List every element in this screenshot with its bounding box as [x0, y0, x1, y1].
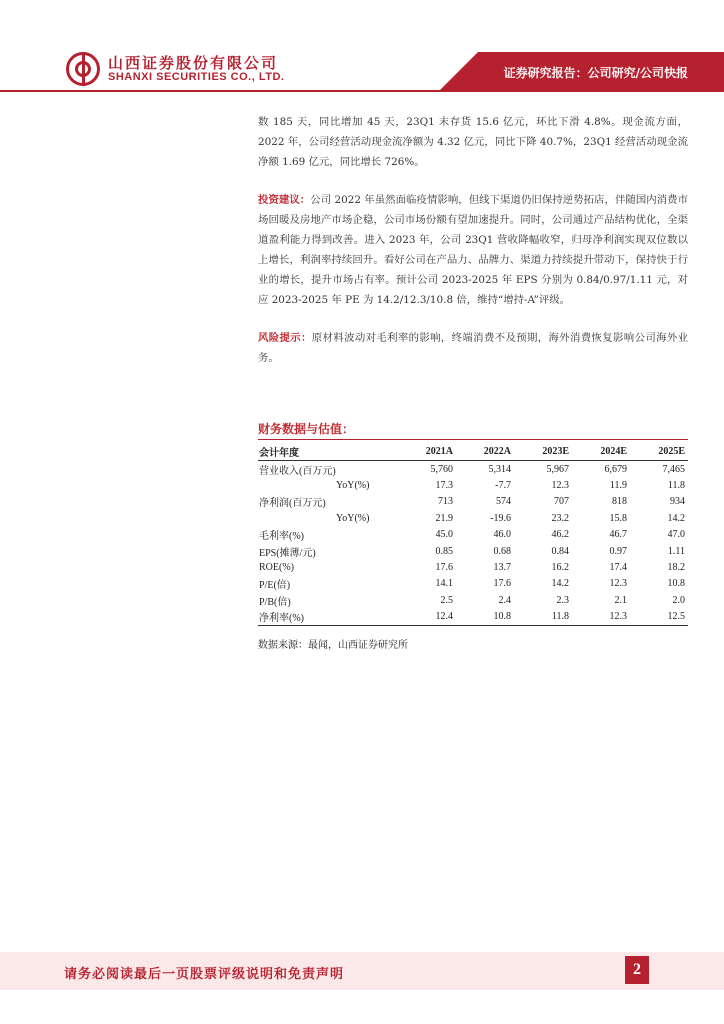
table-header-cell: 2024E: [572, 442, 630, 461]
company-logo-icon: [66, 52, 100, 86]
table-cell: 45.0: [435, 529, 453, 541]
table-header-cell: 2022A: [456, 442, 514, 461]
table-cell: 0.85: [435, 545, 453, 557]
table-row: [258, 510, 688, 526]
table-cell: 2.5: [440, 594, 453, 606]
table-cell: 21.9: [435, 512, 453, 524]
table-cell: 14.2: [667, 512, 685, 524]
header-divider: [0, 90, 724, 92]
table-cell: 17.3: [435, 480, 453, 492]
table-cell: 574: [496, 496, 511, 508]
risk-paragraph: [258, 328, 688, 368]
table-cell: 12.5: [630, 609, 688, 626]
table-row: [258, 609, 688, 626]
table-cell: 17.6: [493, 578, 511, 590]
table-cell: 713: [438, 496, 453, 508]
table-row: [258, 559, 688, 575]
table-cell: 14.2: [551, 578, 569, 590]
table-cell: 47.0: [667, 529, 685, 541]
table-cell: 6,679: [604, 463, 627, 475]
table-cell: 12.3: [609, 578, 627, 590]
table-cell: 11.8: [514, 609, 572, 626]
table-cell: 707: [554, 496, 569, 508]
investment-advice-text: 公司 2022 年虽然面临疫情影响，但线下渠道仍旧保持逆势拓店，伴随国内消费市场回暖及房地产市场企稳，公司市场份额有望加速提升。同时，公司通过产品结构优化，全渠道盈利能力得到改善。进入 2023 年，公司 23Q1 营收降幅收窄，归母净利润实现双位数以上增长，利润率持续回升。看好公司在产品力、品牌力、渠道力持续提升带动下，保持快于行业的增长，提升市场占有率。预计公司 2023-2025 年 EPS 分别为 0.84/0.97/1.11 元，对应 2023-2025 年 PE 为 14.2/12.3/10.8 倍，维持“增持-A”评级。: [258, 194, 689, 306]
table-cell: 934: [670, 496, 685, 508]
table-cell: 46.0: [493, 529, 511, 541]
table-cell: EPS(摊薄/元): [259, 547, 316, 559]
financial-table-title: 财务数据与估值：: [258, 422, 355, 436]
table-cell: 1.11: [667, 545, 685, 557]
table-cell: 5,967: [546, 463, 569, 475]
table-cell: P/B(倍): [259, 596, 291, 608]
table-cell: YoY(%): [336, 512, 370, 524]
page-header: [0, 0, 724, 100]
table-cell: 818: [612, 496, 627, 508]
table-cell: YoY(%): [336, 480, 370, 492]
table-cell: 7,465: [662, 463, 685, 475]
risk-text: 原材料波动对毛利率的影响，终端消费不及预期，海外消费恢复影响公司海外业务。: [258, 332, 688, 364]
table-header-cell: 2023E: [514, 442, 572, 461]
table-cell: 15.8: [609, 512, 627, 524]
table-cell: 2.3: [556, 594, 569, 606]
table-row: [258, 477, 688, 493]
table-cell: -19.6: [490, 512, 511, 524]
table-cell: 2.4: [498, 594, 511, 606]
table-row: [258, 461, 688, 478]
table-header-cell: 会计年度: [258, 442, 398, 461]
report-body: [258, 112, 688, 386]
company-name-en: SHANXI SECURITIES CO., LTD.: [108, 71, 285, 83]
data-source-note: 数据来源：最闻，山西证券研究所: [258, 640, 408, 651]
table-cell: 5,760: [430, 463, 453, 475]
table-cell: 16.2: [551, 562, 569, 574]
table-cell: 2.0: [672, 594, 685, 606]
table-cell: 0.97: [609, 545, 627, 557]
table-cell: 净利率(%): [258, 609, 398, 626]
table-header-cell: 2025E: [630, 442, 688, 461]
table-cell: 46.2: [551, 529, 569, 541]
table-cell: 2.1: [614, 594, 627, 606]
table-cell: 23.2: [551, 512, 569, 524]
table-cell: 14.1: [435, 578, 453, 590]
financial-data-table: [258, 442, 688, 626]
table-cell: 11.9: [609, 480, 627, 492]
table-cell: P/E(倍): [259, 580, 291, 592]
investment-advice-paragraph: [258, 190, 688, 310]
risk-label: 风险提示：: [258, 332, 312, 344]
table-cell: 0.84: [551, 545, 569, 557]
table-row: [258, 543, 688, 559]
table-cell: -7.7: [495, 480, 511, 492]
company-name-cn: 山西证券股份有限公司: [108, 54, 279, 72]
table-header-row: [258, 442, 688, 461]
table-cell: 18.2: [667, 562, 685, 574]
section-divider: [258, 439, 688, 440]
table-cell: ROE(%): [259, 562, 294, 574]
table-cell: 10.8: [667, 578, 685, 590]
report-type-label: 证券研究报告：公司研究/公司快报: [503, 66, 688, 80]
investment-advice-label: 投资建议：: [258, 194, 311, 206]
table-row: [258, 527, 688, 543]
table-cell: 0.68: [493, 545, 511, 557]
table-cell: 17.6: [435, 562, 453, 574]
table-cell: 净利润(百万元): [259, 498, 326, 510]
table-row: [258, 494, 688, 510]
table-cell: 12.4: [398, 609, 456, 626]
table-cell: 17.4: [609, 562, 627, 574]
table-cell: 12.3: [572, 609, 630, 626]
table-row: [258, 576, 688, 592]
table-cell: 13.7: [493, 562, 511, 574]
table-cell: 10.8: [456, 609, 514, 626]
table-row: [258, 592, 688, 608]
table-header-cell: 2021A: [398, 442, 456, 461]
page-number: 2: [625, 956, 649, 984]
table-cell: 46.7: [609, 529, 627, 541]
table-cell: 12.3: [551, 480, 569, 492]
table-cell: 5,314: [488, 463, 511, 475]
disclaimer-notice: 请务必阅读最后一页股票评级说明和免责声明: [64, 967, 345, 982]
table-cell: 11.8: [667, 480, 685, 492]
cashflow-paragraph: 数 185 天，同比增加 45 天，23Q1 末存货 15.6 亿元，环比下滑 4.8%。现金流方面，2022 年，公司经营活动现金流净额为 4.32 亿元，同比下降 40.7%，23Q1 经营活动现金流净额 1.69 亿元，同比增长 726%。: [258, 116, 688, 168]
table-cell: 营业收入(百万元): [259, 465, 336, 477]
table-cell: 毛利率(%): [259, 531, 304, 543]
